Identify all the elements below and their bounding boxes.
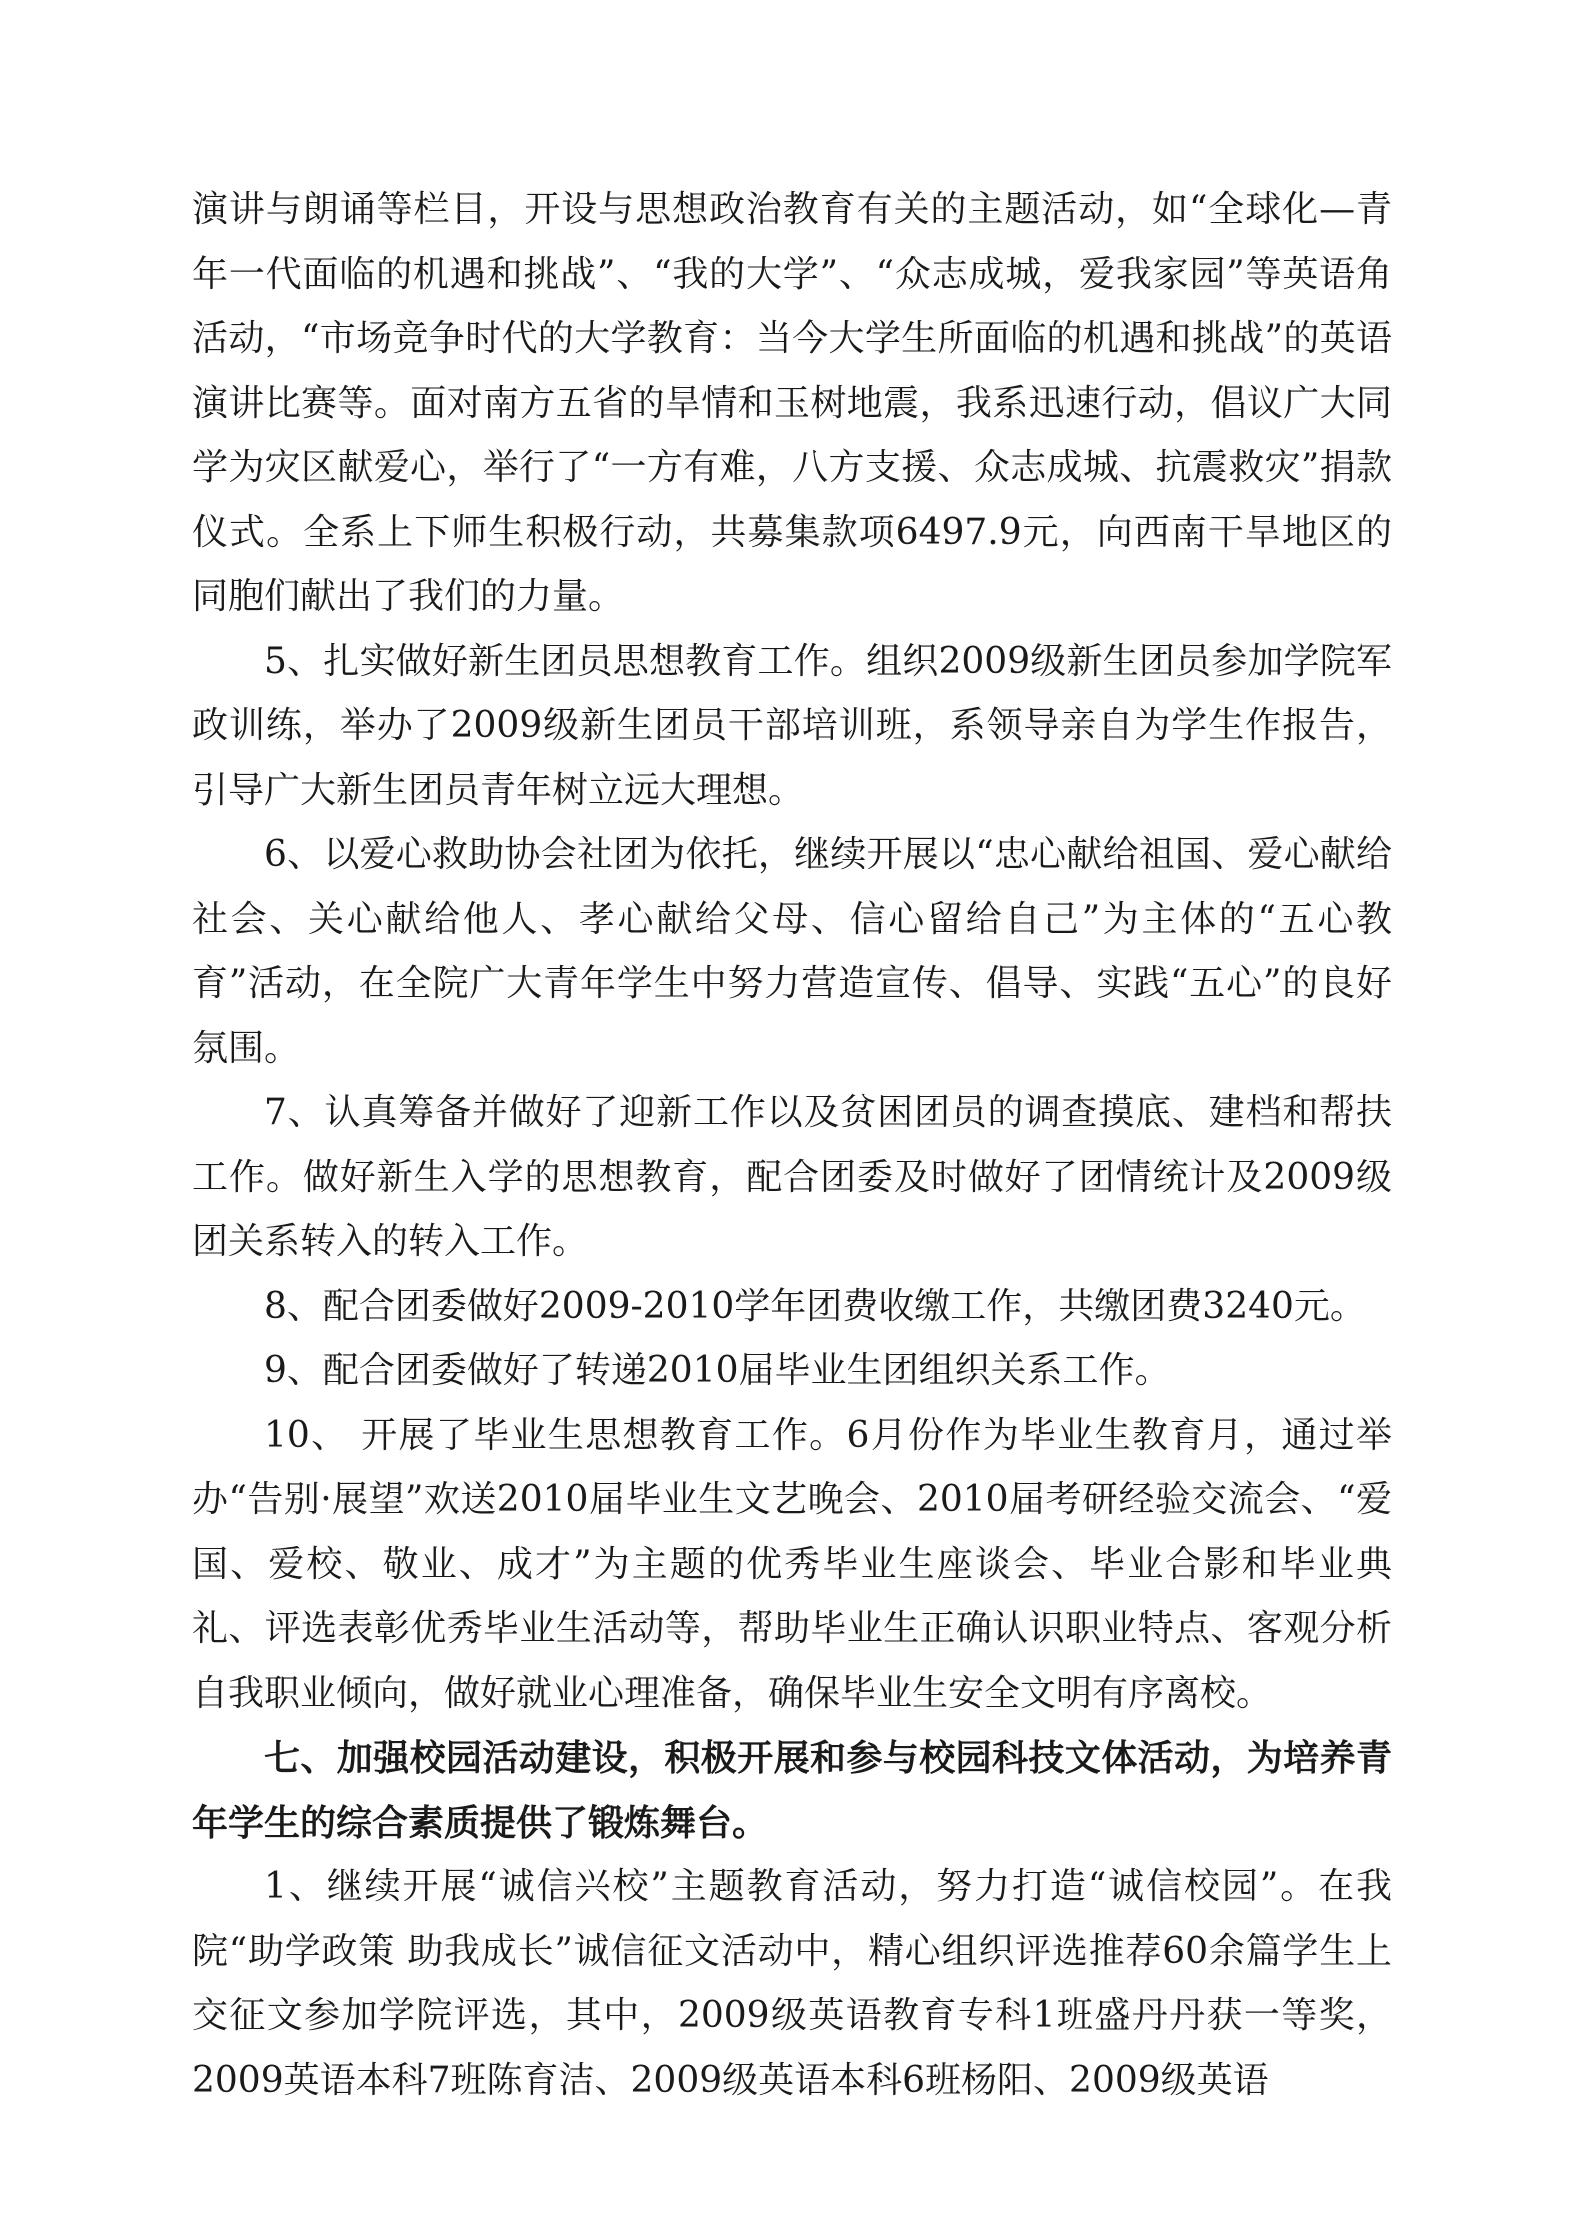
paragraph-item-8: 8、配合团委做好2009-2010学年团费收缴工作，共缴团费3240元。	[264, 1285, 1366, 1327]
section-heading-7: 七、加强校园活动建设，积极开展和参与校园科技文体活动，为培养青年学生的综合素质提供了锻炼舞台。	[192, 1737, 1392, 1844]
paragraph-section7-item-1: 1、继续开展“诚信兴校”主题教育活动，努力打造“诚信校园”。在我院“助学政策 助我成长”诚信征文活动中，精心组织评选推荐60余篇学生上交征文参加学院评选，其中，2009级英语教育专科1班盛丹丹获一等奖，2009英语本科7班陈育洁、2009级英语本科6班杨阳、2009级英语	[192, 1866, 1392, 2101]
document-page	[192, 178, 1392, 2113]
paragraph-item-9: 9、配合团委做好了转递2010届毕业生团组织关系工作。	[264, 1350, 1171, 1391]
paragraph-continuation: 演讲与朗诵等栏目，开设与思想政治教育有关的主题活动，如“全球化—青年一代面临的机遇和挑战”、“我的大学”、“众志成城，爱我家园”等英语角活动，“市场竞争时代的大学教育：当今大学生所面临的机遇和挑战”的英语演讲比赛等。面对南方五省的旱情和玉树地震，我系迅速行动，倡议广大同学为灾区献爱心，举行了“一方有难，八方支援、众志成城、抗震救灾”捐款仪式。全系上下师生积极行动，共募集款项6497.9元，向西南干旱地区的同胞们献出了我们的力量。	[192, 189, 1392, 617]
paragraph-item-7: 7、认真筹备并做好了迎新工作以及贫困团员的调查摸底、建档和帮扶工作。做好新生入学的思想教育，配合团委及时做好了团情统计及2009级团关系转入的转入工作。	[192, 1092, 1392, 1262]
paragraph-item-10: 10、 开展了毕业生思想教育工作。6月份作为毕业生教育月，通过举办“告别·展望”欢送2010届毕业生文艺晚会、2010届考研经验交流会、“爱国、爱校、敬业、成才”为主题的优秀毕业生座谈会、毕业合影和毕业典礼、评选表彰优秀毕业生活动等，帮助毕业生正确认识职业特点、客观分析自我职业倾向，做好就业心理准备，确保毕业生安全文明有序离校。	[192, 1414, 1392, 1714]
paragraph-item-5: 5、扎实做好新生团员思想教育工作。组织2009级新生团员参加学院军政训练，举办了2009级新生团员干部培训班，系领导亲自为学生作报告，引导广大新生团员青年树立远大理想。	[192, 640, 1392, 811]
paragraph-item-6: 6、以爱心救助协会社团为依托，继续开展以“忠心献给祖国、爱心献给社会、关心献给他人、孝心献给父母、信心留给自己”为主体的“五心教育”活动，在全院广大青年学生中努力营造宣传、倡导、实践“五心”的良好氛围。	[192, 834, 1392, 1069]
